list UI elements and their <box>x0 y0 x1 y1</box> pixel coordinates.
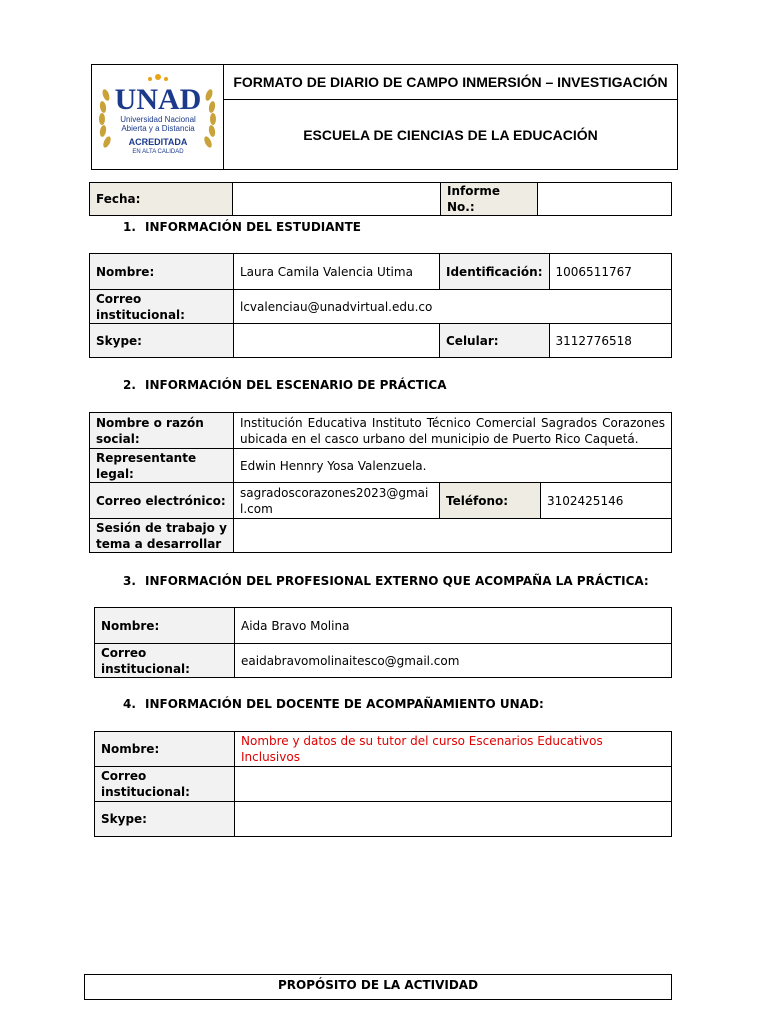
logo-badge: ACREDITADA <box>128 137 188 147</box>
section-4-title: INFORMACIÓN DEL DOCENTE DE ACOMPAÑAMIENTO UNAD: <box>145 697 544 711</box>
fecha-field[interactable] <box>233 183 441 216</box>
student-celular-value: 3112776518 <box>549 324 671 358</box>
section-1-number: 1. <box>123 220 136 234</box>
teacher-table <box>94 731 672 837</box>
header-table <box>91 64 678 170</box>
student-id-label: Identificación: <box>440 254 550 290</box>
student-skype-label: Skype: <box>90 324 234 358</box>
scenario-sesion-label: Sesión de trabajo y tema a desarrollar <box>90 519 234 553</box>
student-correo-value: lcvalenciau@unadvirtual.edu.co <box>234 290 672 324</box>
external-correo-value: eaidabravomolinaitesco@gmail.com <box>235 644 672 678</box>
logo-line2: Abierta y a Distancia <box>121 124 195 133</box>
fecha-label: Fecha: <box>90 183 233 216</box>
document-title: FORMATO DE DIARIO DE CAMPO INMERSIÓN – INVESTIGACIÓN <box>224 65 678 100</box>
section-2-title: INFORMACIÓN DEL ESCENARIO DE PRÁCTICA <box>145 378 447 392</box>
section-4-heading <box>123 697 544 711</box>
section-1-heading <box>123 220 361 234</box>
scenario-tel-value: 3102425146 <box>541 483 672 519</box>
scenario-sesion-value[interactable] <box>234 519 672 553</box>
teacher-nombre-label: Nombre: <box>95 732 235 767</box>
informe-field[interactable] <box>538 183 672 216</box>
meta-table <box>89 182 672 216</box>
logo-badge-sub: EN ALTA CALIDAD <box>132 149 184 155</box>
section-3-number: 3. <box>123 574 136 588</box>
scenario-correo-value: sagradoscorazones2023@gmail.com <box>234 483 440 519</box>
student-nombre-label: Nombre: <box>90 254 234 290</box>
scenario-rep-value: Edwin Hennry Yosa Valenzuela. <box>234 449 672 483</box>
proposito-heading: PROPÓSITO DE LA ACTIVIDAD <box>85 975 672 1000</box>
section-2-heading <box>123 378 447 392</box>
student-correo-label: Correo institucional: <box>90 290 234 324</box>
teacher-skype-value[interactable] <box>235 802 672 837</box>
teacher-skype-label: Skype: <box>95 802 235 837</box>
logo-cell <box>92 65 224 170</box>
logo-line1: Universidad Nacional <box>120 115 196 124</box>
section-3-title: INFORMACIÓN DEL PROFESIONAL EXTERNO QUE ACOMPAÑA LA PRÁCTICA: <box>145 574 649 588</box>
scenario-rep-label: Representante legal: <box>90 449 234 483</box>
scenario-razon-label: Nombre o razón social: <box>90 413 234 449</box>
laurel-right-icon <box>203 88 216 148</box>
scenario-razon-value: Institución Educativa Instituto Técnico Comercial Sagrados Corazones ubicada en el casco urbano del municipio de Puerto Rico Caquetá. <box>234 413 672 449</box>
section-4-number: 4. <box>123 697 136 711</box>
teacher-correo-value[interactable] <box>235 767 672 802</box>
section-3-heading <box>123 574 649 588</box>
student-celular-label: Celular: <box>440 324 550 358</box>
external-nombre-label: Nombre: <box>95 608 235 644</box>
section-2-number: 2. <box>123 378 136 392</box>
informe-label: Informe No.: <box>441 183 538 216</box>
student-nombre-value: Laura Camila Valencia Utima <box>234 254 440 290</box>
document-subtitle: ESCUELA DE CIENCIAS DE LA EDUCACIÓN <box>224 100 678 170</box>
student-table <box>89 253 672 358</box>
student-id-value: 1006511767 <box>549 254 671 290</box>
external-correo-label: Correo institucional: <box>95 644 235 678</box>
external-nombre-value: Aida Bravo Molina <box>235 608 672 644</box>
unad-logo <box>92 65 223 165</box>
teacher-nombre-value[interactable]: Nombre y datos de su tutor del curso Escenarios Educativos Inclusivos <box>235 732 672 767</box>
scenario-table <box>89 412 672 553</box>
external-table <box>94 607 672 678</box>
section-1-title: INFORMACIÓN DEL ESTUDIANTE <box>145 220 361 234</box>
proposito-table <box>84 974 672 1000</box>
logo-wordmark: UNAD <box>114 83 202 116</box>
scenario-correo-label: Correo electrónico: <box>90 483 234 519</box>
student-skype-value[interactable] <box>234 324 440 358</box>
laurel-left-icon <box>99 88 112 148</box>
scenario-tel-label: Teléfono: <box>440 483 541 519</box>
teacher-correo-label: Correo institucional: <box>95 767 235 802</box>
